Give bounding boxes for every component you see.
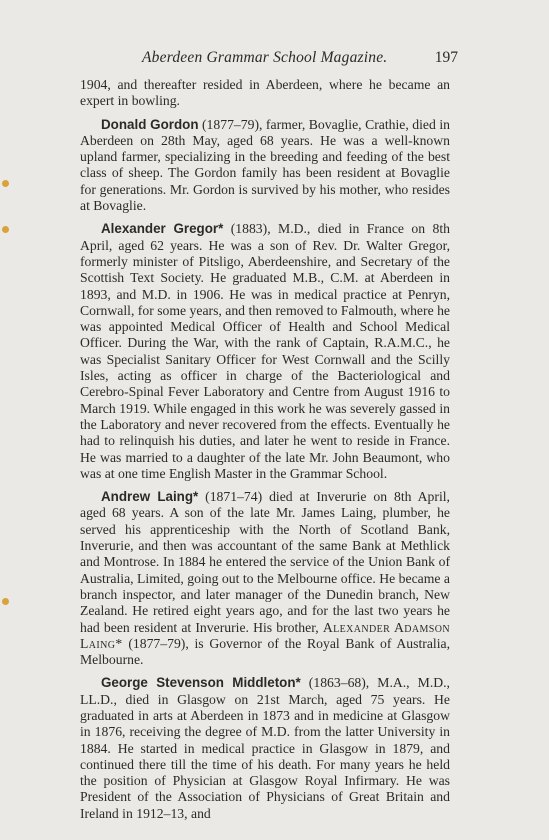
margin-mark-1: [2, 180, 9, 187]
person-name: Andrew Laing*: [101, 489, 199, 505]
relative-name: Alexander Adamson Laing*: [80, 619, 450, 651]
paragraph-text: (1883), M.D., died in France on 8th April, aged 62 years. He was a son of Rev. Dr. Walter Gregor, formerly minister of Pitsligo, Aberdeenshire, and Secretary of the Scottish Text Society. He graduated M.B., C.M. at Aberdeen in 1893, and M.D. in 1906. He was in medical practice at Penryn, Cornwall, for some years, and then removed to Falmouth, where he was appointed Medical Officer of Health and School Medical Officer. During the War, with the rank of Captain, R.A.M.C., he was Specialist Sanitary Officer for West Cornwall and the Scilly Isles, acting as officer in charge of the Bacteriological and Cerebro-Spinal Fever Laboratory and Centre from August 1916 to March 1919. While engaged in this work he was severely gassed in the Laboratory and never recovered from the effects. Eventually he had to relinquish his duties, and later he went to reside in France. He was married to a daughter of the late Mr. John Beaumont, who was at one time English Master in the Grammar School.: [80, 221, 450, 481]
obituary-andrew-laing: [80, 489, 450, 668]
running-head: Aberdeen Grammar School Magazine.: [142, 49, 388, 66]
margin-mark-3: [2, 598, 9, 605]
paragraph-text: (1871–74) died at Inverurie on 8th April, aged 68 years. A son of the late Mr. James Laing, plumber, he served his apprenticeship with the North of Scotland Bank, Inverurie, and then was accountant of the same Bank at Methlick and Montrose. In 1884 he entered the service of the Union Bank of Australia, Limited, going out to the Melbourne office. He became a branch inspector, and later manager of the Dunedin branch, New Zealand. He retired eight years ago, and for the last two years he had been resident at Inverurie. His brother,: [80, 489, 450, 635]
margin-mark-2: [2, 226, 9, 233]
paragraph-text: (1877–79), is Governor of the Royal Bank of Australia, Melbourne.: [80, 635, 450, 668]
person-name: Alexander Gregor*: [101, 221, 224, 237]
person-name: Donald Gordon: [101, 116, 199, 132]
obituary-donald-gordon: [80, 117, 450, 215]
page-header: [80, 49, 458, 69]
paragraph-text: (1863–68), M.A., M.D., LL.D., died in Glasgow on 21st March, aged 75 years. He graduated in arts at Aberdeen in 1873 and in medicine at Glasgow in 1876, receiving the degree of M.D. from the latter University in 1884. He started in medical practice in Glasgow in 1879, and continued there till the time of his death. For many years he held the position of Physician at Glasgow Royal Infirmary. He was President of the Association of Physicians of Great Britain and Ireland in 1912–13, and: [80, 675, 450, 821]
person-name: George Stevenson Middleton*: [101, 675, 301, 691]
paragraph-text: 1904, and thereafter resided in Aberdeen, where he became an expert in bowling.: [80, 77, 450, 109]
obituary-alexander-gregor: [80, 221, 450, 482]
obituary-george-middleton: [80, 675, 450, 822]
paragraph-text: (1877–79), farmer, Bovaglie, Crathie, died in Aberdeen on 28th May, aged 68 years. He was a well-known upland farmer, specializing in the breeding and feeding of the best class of sheep. The Gordon family has been resident at Bovaglie for generations. Mr. Gordon is survived by his mother, who resides at Bovaglie.: [80, 116, 450, 214]
page-number: 197: [434, 49, 458, 66]
paragraph-continuation: [80, 77, 450, 110]
article-body: [80, 77, 450, 829]
